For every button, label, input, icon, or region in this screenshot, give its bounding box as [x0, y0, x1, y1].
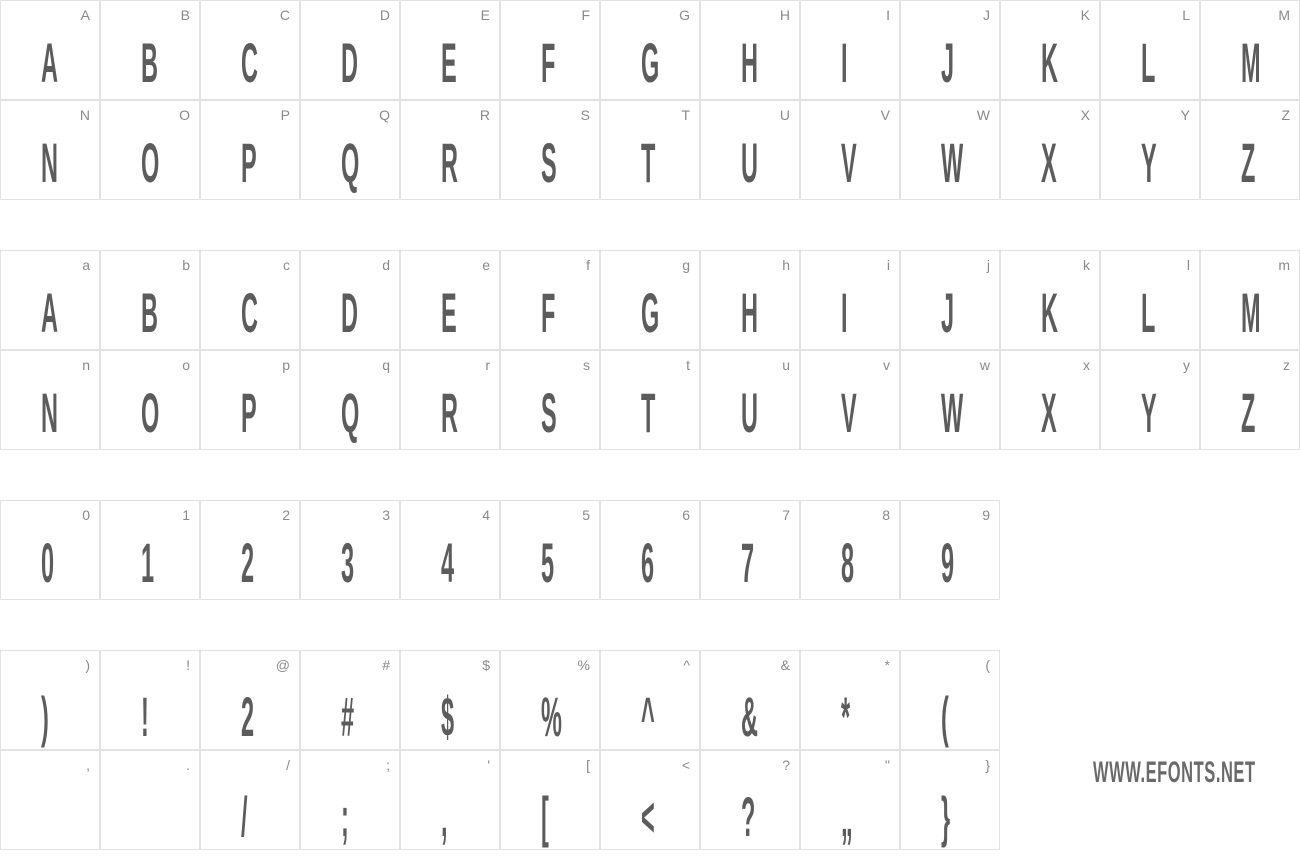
glyph-sample: G: [641, 31, 660, 94]
glyph-cell-uppercase: [400, 0, 500, 100]
glyph-cell-uppercase: [700, 0, 800, 100]
glyph-cell-uppercase: [300, 0, 400, 100]
glyph-cell-digits: [100, 500, 200, 600]
glyph-label: ': [487, 757, 490, 773]
glyph-sample: W: [941, 131, 964, 194]
glyph-label: N: [79, 107, 90, 123]
glyph-cell-symbols: [800, 750, 900, 850]
glyph-cell-symbols: [300, 750, 400, 850]
glyph-sample: X: [1041, 131, 1057, 194]
glyph-cell-digits: [700, 500, 800, 600]
glyph-label: H: [779, 7, 790, 23]
glyph-label: ;: [386, 757, 390, 773]
glyph-label: x: [1083, 357, 1090, 373]
glyph-sample: „: [841, 785, 853, 848]
glyph-cell-uppercase: [600, 100, 700, 200]
glyph-sample: L: [1141, 31, 1156, 94]
glyph-cell-uppercase: [1200, 0, 1300, 100]
glyph-sample: T: [641, 131, 656, 194]
glyph-sample: N: [41, 381, 58, 444]
glyph-label: S: [580, 107, 590, 123]
glyph-sample: K: [1041, 31, 1058, 94]
glyph-cell-uppercase: [0, 0, 100, 100]
glyph-sample: Y: [1141, 131, 1157, 194]
glyph-label: (: [985, 657, 990, 673]
glyph-label: j: [986, 257, 990, 273]
glyph-label: .: [186, 757, 190, 773]
glyph-label: 9: [982, 507, 990, 523]
glyph-label: c: [283, 257, 290, 273]
glyph-sample: P: [241, 131, 257, 194]
uppercase-grid: [0, 0, 1300, 200]
glyph-label: M: [1278, 7, 1290, 23]
glyph-sample: F: [541, 281, 556, 344]
glyph-sample: F: [541, 31, 556, 94]
glyph-sample: E: [441, 281, 457, 344]
glyph-sample: 1: [141, 531, 155, 594]
glyph-label: U: [779, 107, 790, 123]
glyph-label: n: [82, 357, 90, 373]
glyph-sample: M: [1241, 31, 1261, 94]
glyph-label: R: [479, 107, 490, 123]
glyph-sample: O: [141, 381, 160, 444]
glyph-cell-symbols: [600, 650, 700, 750]
glyph-sample: R: [441, 381, 458, 444]
glyph-cell-symbols: [400, 750, 500, 850]
glyph-sample: ): [41, 685, 49, 748]
glyph-cell-lowercase: [700, 350, 800, 450]
glyph-sample: Y: [1141, 381, 1157, 444]
glyph-sample: 3: [341, 531, 355, 594]
glyph-label: Z: [1281, 107, 1290, 123]
glyph-label: L: [1182, 7, 1190, 23]
glyph-sample: D: [341, 31, 358, 94]
glyph-label: T: [681, 107, 690, 123]
glyph-label: Y: [1180, 107, 1190, 123]
glyph-cell-uppercase: [1000, 0, 1100, 100]
glyph-cell-symbols: [700, 650, 800, 750]
glyph-label: 6: [682, 507, 690, 523]
glyph-sample: %: [541, 685, 562, 748]
glyph-label: z: [1283, 357, 1290, 373]
glyph-sample: C: [241, 281, 258, 344]
glyph-cell-symbols: [100, 750, 200, 850]
glyph-label: !: [186, 657, 190, 673]
glyph-cell-lowercase: [100, 250, 200, 350]
glyph-cell-lowercase: [400, 250, 500, 350]
glyph-cell-symbols: [800, 650, 900, 750]
glyph-cell-lowercase: [600, 350, 700, 450]
glyph-cell-digits: [200, 500, 300, 600]
glyph-cell-uppercase: [900, 0, 1000, 100]
glyph-sample: I: [841, 31, 848, 94]
glyph-cell-lowercase: [500, 350, 600, 450]
glyph-sample: G: [641, 281, 660, 344]
glyph-sample: R: [441, 131, 458, 194]
glyph-sample: M: [1241, 281, 1261, 344]
glyph-label: <: [681, 757, 690, 773]
glyph-label: ): [85, 657, 90, 673]
glyph-sample: 2: [241, 685, 255, 748]
glyph-label: P: [280, 107, 290, 123]
glyph-cell-uppercase: [400, 100, 500, 200]
glyph-sample: 8: [841, 531, 855, 594]
glyph-cell-uppercase: [600, 0, 700, 100]
glyph-sample: Q: [341, 131, 360, 194]
glyph-label: $: [482, 657, 490, 673]
glyph-cell-lowercase: [1200, 250, 1300, 350]
glyph-cell-symbols: [900, 650, 1000, 750]
glyph-cell-lowercase: [300, 350, 400, 450]
glyph-sample: <: [641, 785, 655, 848]
glyph-label: ": [885, 757, 890, 773]
glyph-cell-symbols: [500, 750, 600, 850]
glyph-sample: S: [541, 131, 557, 194]
glyph-label: 8: [882, 507, 890, 523]
glyph-sample: E: [441, 31, 457, 94]
glyph-label: X: [1080, 107, 1090, 123]
glyph-sample: 7: [741, 531, 755, 594]
glyph-cell-symbols: [100, 650, 200, 750]
glyph-cell-lowercase: [800, 350, 900, 450]
glyph-cell-uppercase: [200, 0, 300, 100]
watermark-text: WWW.EFONTS.NET: [1093, 756, 1256, 789]
glyph-cell-uppercase: [100, 100, 200, 200]
glyph-sample: $: [441, 685, 455, 748]
glyph-cell-lowercase: [200, 250, 300, 350]
glyph-label: g: [682, 257, 690, 273]
glyph-cell-lowercase: [0, 350, 100, 450]
glyph-label: s: [583, 357, 590, 373]
glyph-cell-lowercase: [1000, 350, 1100, 450]
glyph-sample: A: [41, 281, 58, 344]
glyph-cell-lowercase: [400, 350, 500, 450]
glyph-cell-digits: [400, 500, 500, 600]
glyph-label: %: [577, 657, 590, 673]
glyph-sample: B: [141, 281, 158, 344]
glyph-label: p: [282, 357, 290, 373]
glyph-sample: *: [841, 685, 851, 748]
glyph-sample: 9: [941, 531, 955, 594]
glyph-sample: [: [541, 785, 549, 848]
glyph-cell-lowercase: [800, 250, 900, 350]
glyph-cell-uppercase: [800, 0, 900, 100]
glyph-cell-symbols: [0, 750, 100, 850]
glyph-label: ,: [86, 757, 90, 773]
glyph-sample: D: [341, 281, 358, 344]
glyph-sample: A: [41, 31, 58, 94]
symbols-grid: [0, 650, 1000, 850]
glyph-cell-uppercase: [1200, 100, 1300, 200]
glyph-sample: ,: [441, 785, 448, 848]
glyph-label: k: [1083, 257, 1090, 273]
glyph-label: @: [275, 657, 290, 673]
glyph-cell-lowercase: [700, 250, 800, 350]
glyph-sample: !: [141, 685, 149, 748]
glyph-sample: O: [141, 131, 160, 194]
glyph-cell-uppercase: [800, 100, 900, 200]
glyph-label: #: [382, 657, 390, 673]
glyph-label: G: [679, 7, 690, 23]
glyph-sample: }: [941, 785, 951, 848]
glyph-label: V: [880, 107, 890, 123]
glyph-cell-uppercase: [900, 100, 1000, 200]
glyph-label: F: [581, 7, 590, 23]
glyph-cell-uppercase: [100, 0, 200, 100]
glyph-sample: J: [941, 281, 955, 344]
glyph-cell-lowercase: [1200, 350, 1300, 450]
glyph-label: W: [976, 107, 990, 123]
glyph-sample: W: [941, 381, 964, 444]
glyph-cell-uppercase: [0, 100, 100, 200]
glyph-label: d: [382, 257, 390, 273]
glyph-cell-lowercase: [900, 350, 1000, 450]
glyph-cell-digits: [600, 500, 700, 600]
glyph-sample: /: [241, 785, 248, 848]
glyph-label: 1: [182, 507, 190, 523]
glyph-label: }: [985, 757, 990, 773]
glyph-sample: 5: [541, 531, 555, 594]
glyph-label: C: [279, 7, 290, 23]
glyph-sample: 2: [241, 531, 255, 594]
glyph-label: y: [1183, 357, 1190, 373]
glyph-label: t: [686, 357, 690, 373]
glyph-sample: J: [941, 31, 955, 94]
glyph-label: 2: [282, 507, 290, 523]
glyph-label: 4: [482, 507, 490, 523]
glyph-sample: V: [841, 131, 857, 194]
glyph-label: O: [179, 107, 190, 123]
glyph-label: ?: [782, 757, 790, 773]
glyph-cell-lowercase: [200, 350, 300, 450]
glyph-sample: ?: [741, 785, 756, 848]
glyph-label: ^: [683, 657, 690, 673]
glyph-cell-uppercase: [200, 100, 300, 200]
glyph-cell-digits: [500, 500, 600, 600]
glyph-sample: Z: [1241, 381, 1256, 444]
glyph-cell-symbols: [200, 650, 300, 750]
glyph-cell-symbols: [500, 650, 600, 750]
glyph-sample: 0: [41, 531, 55, 594]
glyph-cell-uppercase: [1000, 100, 1100, 200]
glyph-label: &: [780, 657, 790, 673]
glyph-sample: Z: [1241, 131, 1256, 194]
glyph-sample: ;: [341, 785, 349, 848]
glyph-sample: H: [741, 31, 758, 94]
glyph-sample: B: [141, 31, 158, 94]
glyph-cell-lowercase: [500, 250, 600, 350]
glyph-label: v: [883, 357, 890, 373]
glyph-sample: 6: [641, 531, 655, 594]
glyph-label: q: [382, 357, 390, 373]
glyph-sample: ^: [641, 685, 655, 748]
glyph-label: m: [1278, 257, 1290, 273]
glyph-sample: P: [241, 381, 257, 444]
glyph-cell-uppercase: [1100, 0, 1200, 100]
glyph-cell-uppercase: [300, 100, 400, 200]
glyph-cell-lowercase: [1100, 250, 1200, 350]
glyph-label: f: [586, 257, 590, 273]
glyph-label: u: [782, 357, 790, 373]
glyph-cell-digits: [300, 500, 400, 600]
glyph-sample: &: [741, 685, 758, 748]
glyph-cell-symbols: [700, 750, 800, 850]
glyph-cell-lowercase: [0, 250, 100, 350]
glyph-sample: T: [641, 381, 656, 444]
glyph-label: K: [1080, 7, 1090, 23]
glyph-cell-lowercase: [100, 350, 200, 450]
glyph-cell-symbols: [200, 750, 300, 850]
glyph-sample: N: [41, 131, 58, 194]
glyph-label: e: [482, 257, 490, 273]
digits-grid: [0, 500, 1300, 600]
glyph-label: 7: [782, 507, 790, 523]
glyph-sample: X: [1041, 381, 1057, 444]
glyph-label: /: [286, 757, 290, 773]
glyph-cell-uppercase: [500, 0, 600, 100]
glyph-label: I: [886, 7, 890, 23]
glyph-cell-digits: [0, 500, 100, 600]
glyph-cell-lowercase: [1000, 250, 1100, 350]
glyph-sample: S: [541, 381, 557, 444]
glyph-label: E: [480, 7, 490, 23]
glyph-sample: U: [741, 381, 758, 444]
glyph-sample: 4: [441, 531, 455, 594]
glyph-cell-symbols: [600, 750, 700, 850]
glyph-label: D: [379, 7, 390, 23]
glyph-label: 0: [82, 507, 90, 523]
glyph-sample: (: [941, 685, 949, 748]
glyph-sample: Q: [341, 381, 360, 444]
glyph-sample: I: [841, 281, 848, 344]
glyph-cell-symbols: [900, 750, 1000, 850]
glyph-label: 5: [582, 507, 590, 523]
glyph-sample: L: [1141, 281, 1156, 344]
glyph-label: o: [182, 357, 190, 373]
glyph-sample: H: [741, 281, 758, 344]
glyph-label: b: [182, 257, 190, 273]
glyph-label: w: [979, 357, 990, 373]
glyph-sample: K: [1041, 281, 1058, 344]
glyph-label: [: [586, 757, 590, 773]
glyph-label: i: [886, 257, 890, 273]
glyph-cell-digits: [900, 500, 1000, 600]
glyph-cell-uppercase: [700, 100, 800, 200]
glyph-label: h: [782, 257, 790, 273]
glyph-cell-lowercase: [900, 250, 1000, 350]
glyph-label: B: [180, 7, 190, 23]
glyph-label: r: [485, 357, 490, 373]
lowercase-grid: [0, 250, 1300, 450]
glyph-label: a: [82, 257, 90, 273]
glyph-sample: U: [741, 131, 758, 194]
glyph-cell-symbols: [400, 650, 500, 750]
glyph-cell-lowercase: [1100, 350, 1200, 450]
glyph-sample: #: [341, 685, 355, 748]
glyph-sample: C: [241, 31, 258, 94]
glyph-cell-symbols: [300, 650, 400, 750]
glyph-sample: V: [841, 381, 857, 444]
glyph-label: A: [80, 7, 90, 23]
glyph-label: Q: [379, 107, 390, 123]
glyph-label: l: [1186, 257, 1190, 273]
glyph-label: J: [983, 7, 990, 23]
glyph-cell-lowercase: [600, 250, 700, 350]
glyph-cell-symbols: [0, 650, 100, 750]
glyph-cell-lowercase: [300, 250, 400, 350]
glyph-cell-uppercase: [1100, 100, 1200, 200]
glyph-cell-digits: [800, 500, 900, 600]
glyph-label: 3: [382, 507, 390, 523]
glyph-cell-uppercase: [500, 100, 600, 200]
glyph-label: *: [884, 657, 890, 673]
